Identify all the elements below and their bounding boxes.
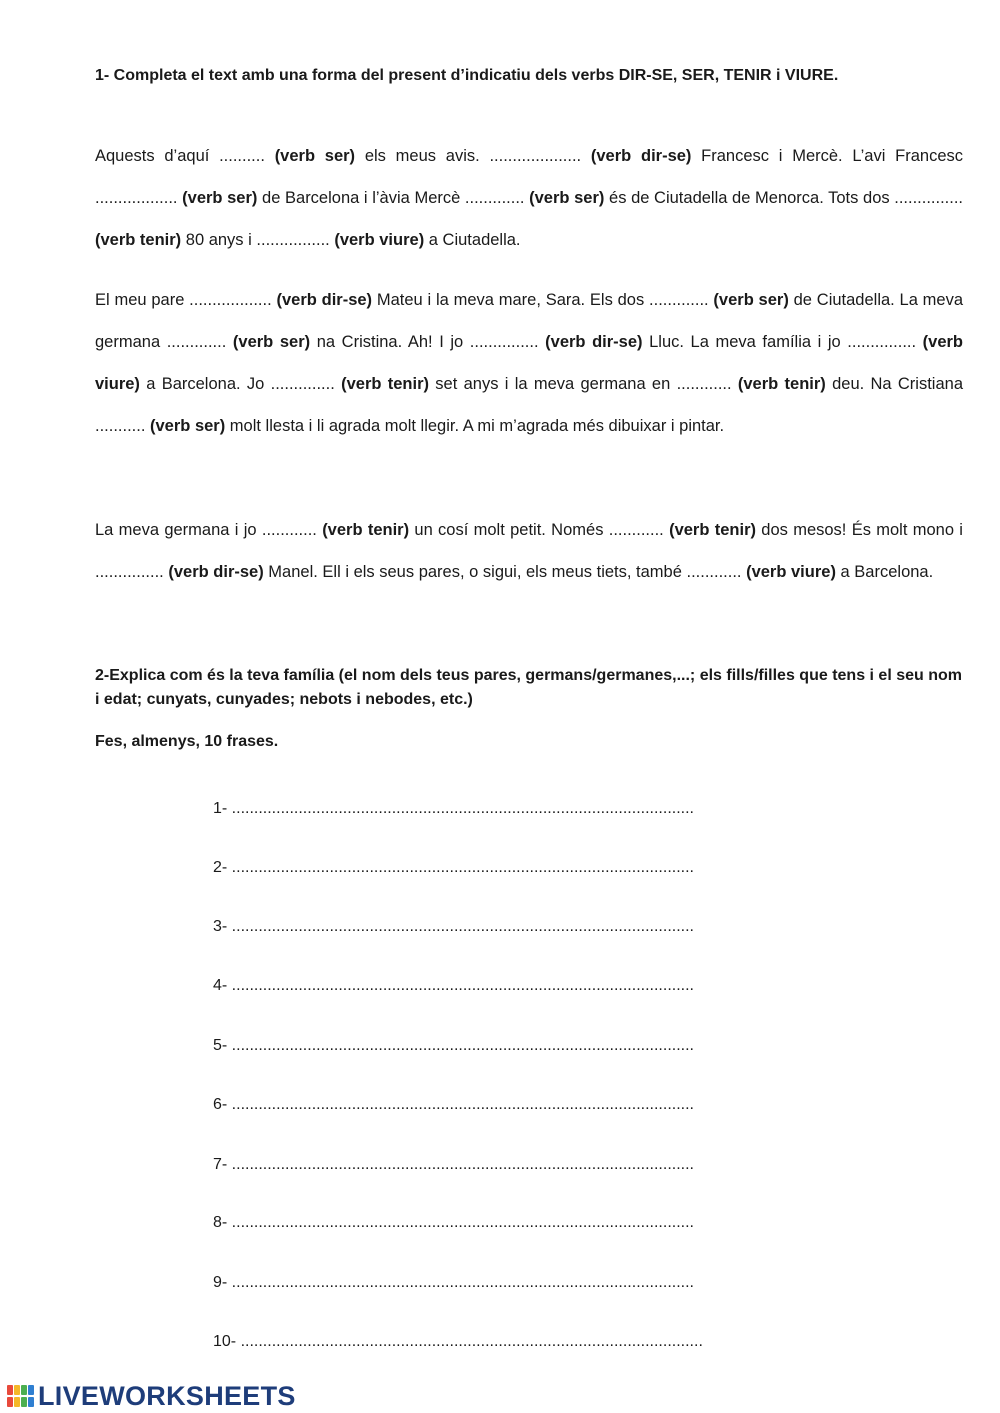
verb-hint: (verb ser) [182,188,258,207]
paragraph-text: dos mesos! És molt mono i ............... [95,520,963,581]
paragraph-text: Lluc. La meva família i jo ............... [642,332,923,351]
paragraph-text: Manel. Ell i els seus pares, o sigui, els meus tiets, també ............ [263,562,747,581]
brand-name: LIVEWORKSHEETS [38,1380,296,1411]
paragraph-text: Mateu i la meva mare, Sara. Els dos ............. [372,290,714,309]
paragraph-text: set anys i la meva germana en ............ [429,375,738,394]
verb-hint: (verb viure) [334,231,425,250]
exercise-2-title: 2-Explica com és la teva família (el nom dels teus pares, germans/germanes,...; els fills/filles que tens i el seu nom i edat; cunyats, cunyades; nebots i nebodes, etc.) [95,667,962,708]
verb-hint: (verb tenir) [737,375,826,394]
answer-line[interactable]: 2- ........................................................................................................ [213,859,694,876]
verb-hint: (verb tenir) [95,231,182,250]
paragraph-text: La meva germana i jo ............ [95,520,323,539]
verb-hint: (verb tenir) [669,520,756,539]
answer-line[interactable]: 7- ........................................................................................................ [213,1156,694,1173]
answer-line[interactable]: 6- ........................................................................................................ [213,1096,694,1113]
paragraph-text: 80 anys i ................ [181,231,335,250]
paragraph-text: molt llesta i li agrada molt llegir. A mi m’agrada més dibuixar i pintar. [225,417,725,436]
paragraph-text: de Barcelona i l’àvia Mercè ............. [257,188,530,207]
exercise-1-paragraph [95,509,963,594]
verb-hint: (verb tenir) [322,520,410,539]
answer-line[interactable]: 3- ........................................................................................................ [213,918,694,935]
verb-hint: (verb ser) [713,290,789,309]
verb-hint: (verb dir-se) [545,332,643,351]
answer-line[interactable]: 9- ........................................................................................................ [213,1274,694,1291]
exercise-1-paragraph [95,279,963,448]
paragraph-text: a Barcelona. [835,562,934,581]
verb-hint: (verb ser) [232,332,311,351]
paragraph-text: Aquests d’aquí .......... [95,146,275,165]
verb-hint: (verb viure) [95,332,964,394]
paragraph-text: deu. Na Cristiana ........... [95,375,964,436]
paragraph-text: de Ciutadella. La meva germana ............. [95,290,964,351]
paragraph-text: El meu pare .................. [95,290,277,309]
verb-hint: (verb dir-se) [590,146,692,165]
verb-hint: (verb dir-se) [276,290,373,309]
verb-hint: (verb ser) [150,417,226,436]
verb-hint: (verb ser) [274,146,356,165]
answer-line[interactable]: 10- ........................................................................................................ [213,1333,703,1350]
verb-hint: (verb ser) [529,188,605,207]
answer-line[interactable]: 1- ........................................................................................................ [213,800,694,817]
paragraph-text: a Barcelona. Jo .............. [139,375,342,394]
verb-hint: (verb tenir) [341,375,429,394]
paragraph-text: Francesc i Mercè. L’avi Francesc .................. [95,146,964,207]
answer-line[interactable]: 5- ........................................................................................................ [213,1037,694,1054]
paragraph-text: na Cristina. Ah! I jo ............... [310,332,546,351]
liveworksheets-logo-icon [6,1383,36,1409]
answer-line[interactable]: 4- ........................................................................................................ [213,977,694,994]
answer-line[interactable]: 8- ........................................................................................................ [213,1214,694,1231]
exercise-2-subtitle: Fes, almenys, 10 frases. [95,733,279,750]
exercise-1-title: 1- Completa el text amb una forma del present d’indicatiu dels verbs DIR-SE, SER, TENIR i VIURE. [95,67,839,84]
verb-hint: (verb viure) [746,562,836,581]
exercise-1-paragraph [95,135,963,262]
paragraph-text: a Ciutadella. [424,231,521,250]
paragraph-text: un cosí molt petit. Només ............ [409,520,670,539]
paragraph-text: és de Ciutadella de Menorca. Tots dos ............... [604,188,964,207]
paragraph-text: els meus avis. .................... [355,146,591,165]
verb-hint: (verb dir-se) [168,562,264,581]
liveworksheets-brand [6,1381,296,1411]
